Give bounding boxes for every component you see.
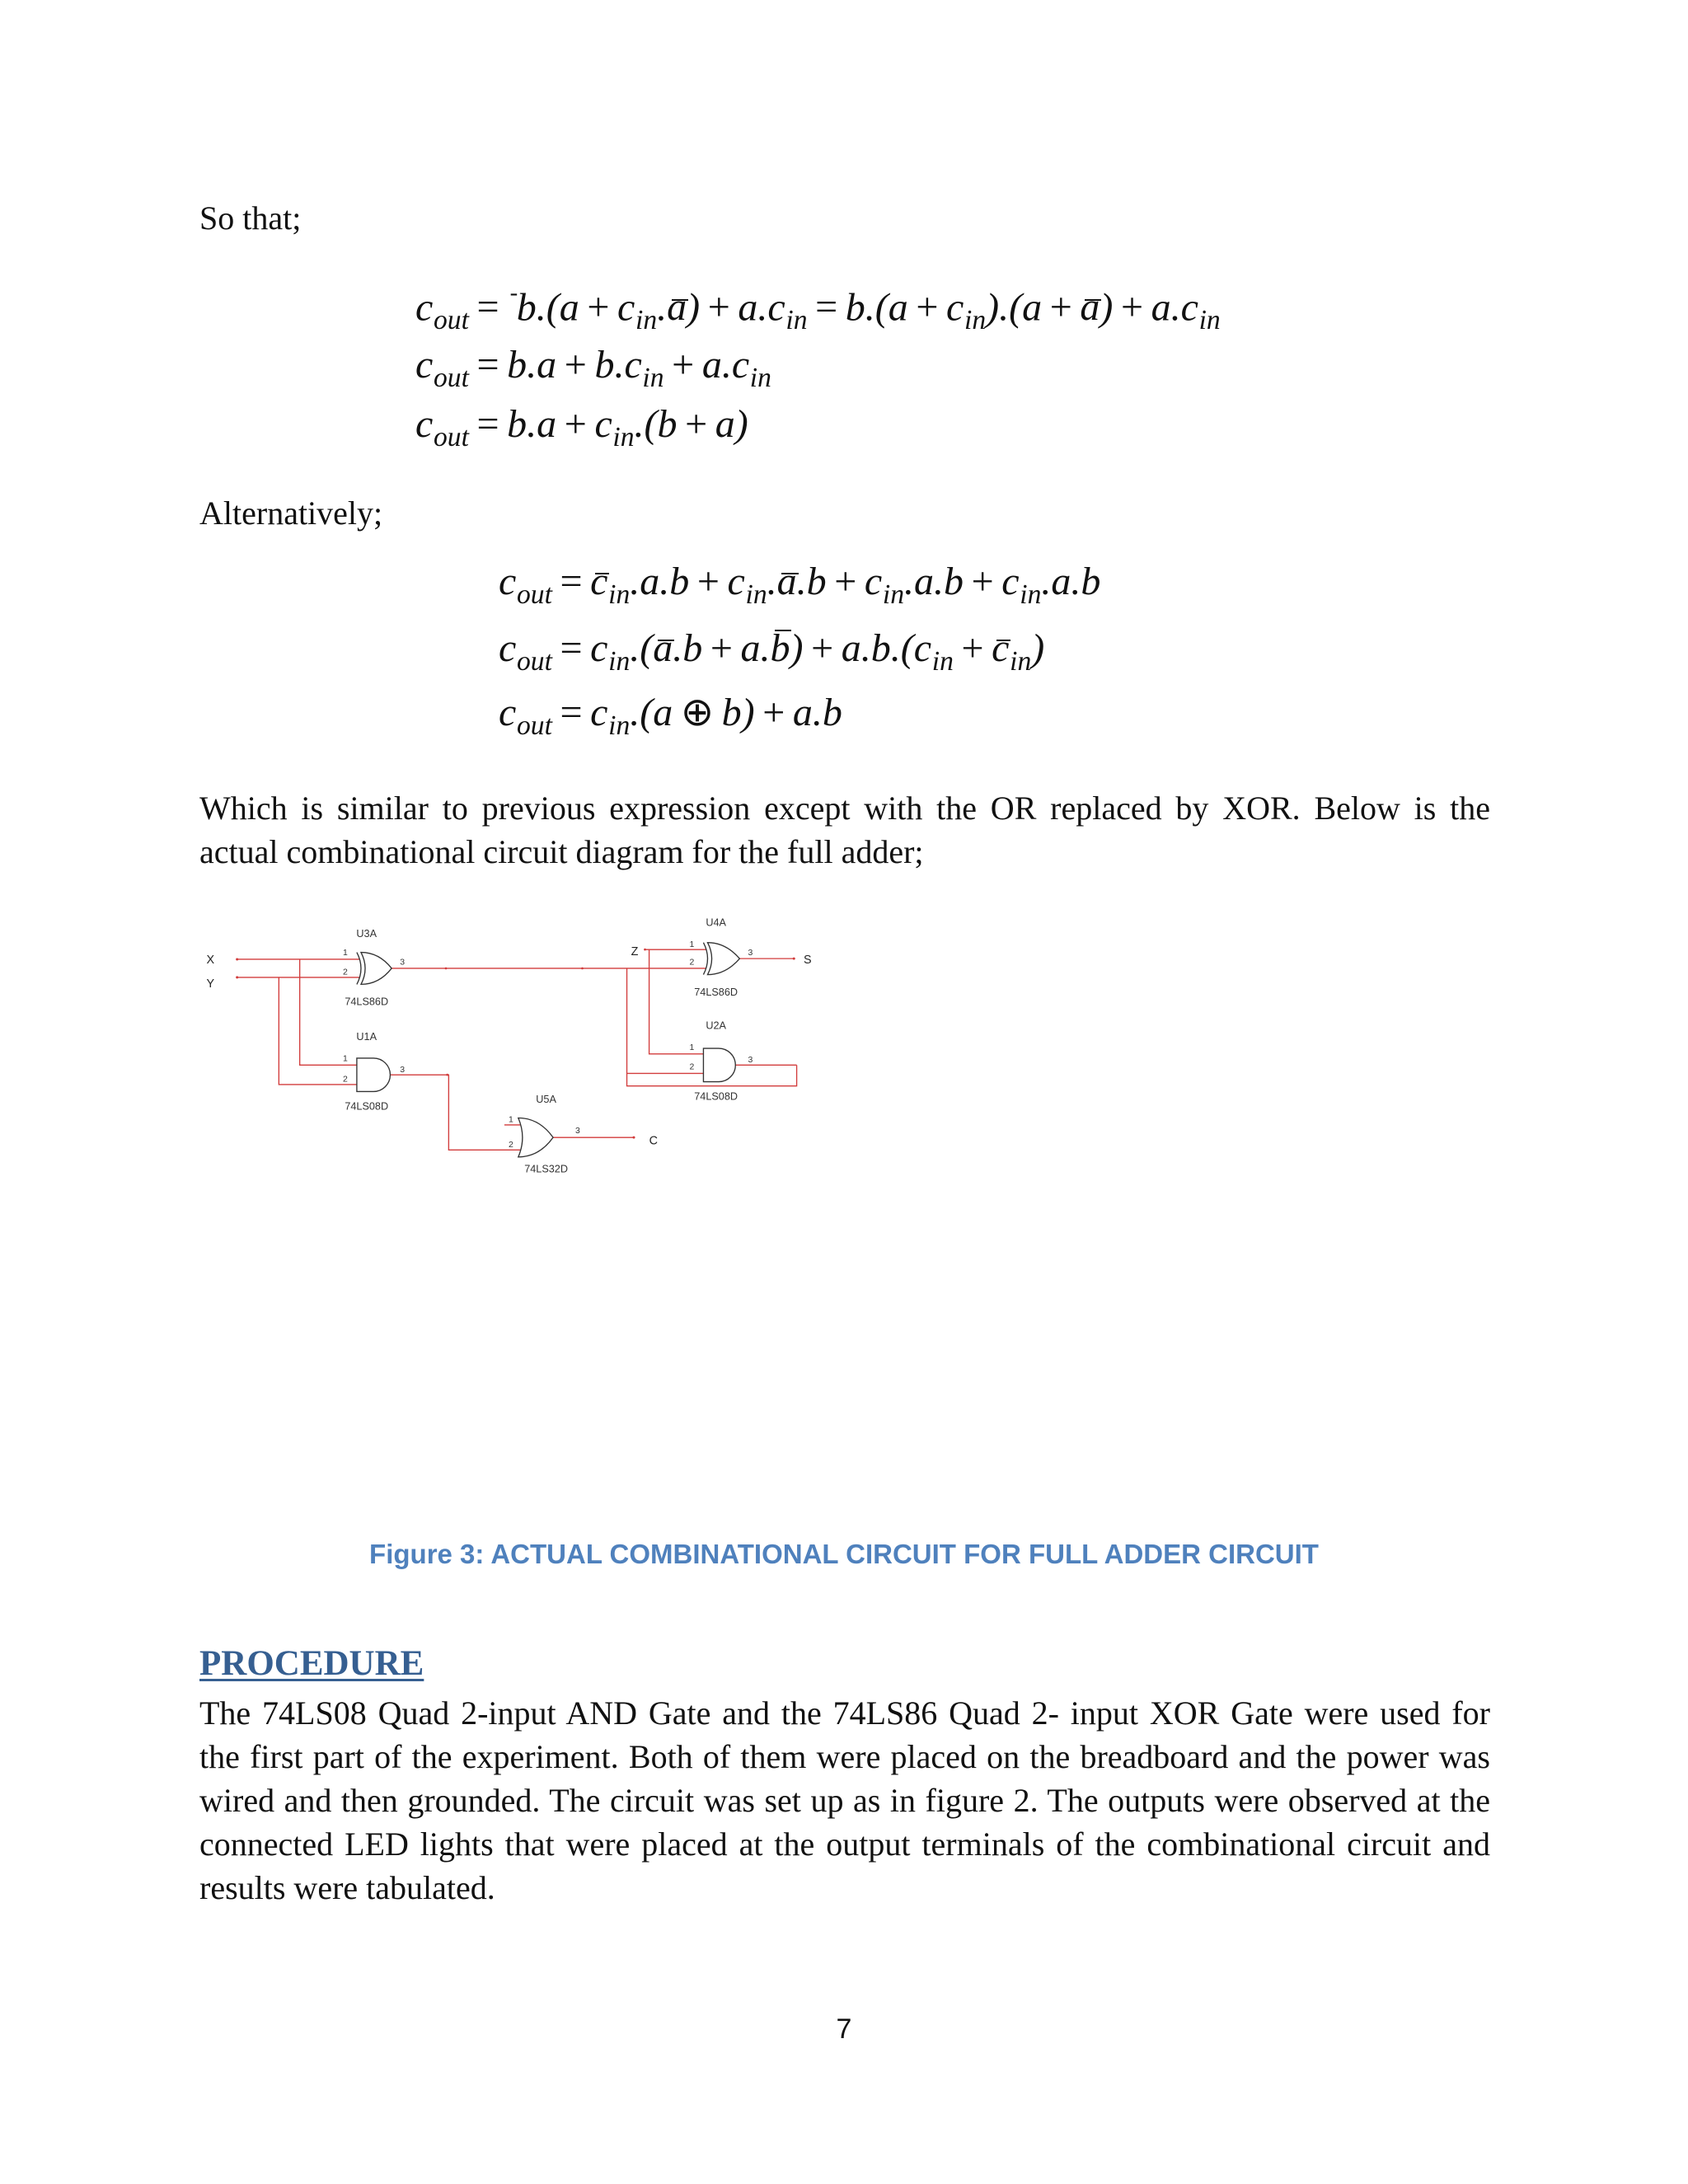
gate-ref-label: U4A xyxy=(706,916,726,929)
output-label-c: C xyxy=(649,1134,658,1148)
equation-operator: + xyxy=(916,285,939,330)
equation-operator: + xyxy=(707,285,730,330)
pin-number-label: 3 xyxy=(575,1127,580,1137)
equation-operator: + xyxy=(1120,285,1144,330)
equation-operator: = xyxy=(476,402,499,446)
equation-subscript: in xyxy=(608,645,631,677)
equation-term: c xyxy=(594,402,612,446)
full-adder-circuit-diagram xyxy=(195,905,822,1183)
input-label-x: X xyxy=(206,954,215,968)
equation-subscript: out xyxy=(433,362,469,393)
equation-overbar-term: c xyxy=(590,557,607,607)
part-number-label: 74LS86D xyxy=(694,986,738,998)
terminal-dot xyxy=(236,958,238,960)
equation-overbar-term: c xyxy=(992,624,1009,673)
equation-operator: + xyxy=(1049,285,1072,330)
equation-term: b.(a xyxy=(516,285,579,330)
equation-subscript: in xyxy=(608,579,631,610)
equation-subscript: in xyxy=(635,305,658,336)
paragraph-line: wired and then grounded. The circuit was set up as in figure 2. The outputs were observed at the xyxy=(199,1782,1490,1819)
equation-term: b.(a xyxy=(845,285,908,330)
equation-operator: = xyxy=(815,285,838,330)
and-gate-u1a xyxy=(357,1058,391,1092)
equation-term: b.a xyxy=(507,343,557,387)
xor-gate-u3a xyxy=(357,953,392,985)
xor-gate-u4a xyxy=(703,943,739,975)
equation-subscript: in xyxy=(931,645,954,677)
paragraph-line: results were tabulated. xyxy=(199,1869,495,1906)
paragraph-line: Which is similar to previous expression except with the OR replaced by XOR. Below is the xyxy=(199,790,1490,827)
pin-number-label: 2 xyxy=(689,958,695,968)
pin-number-label: 3 xyxy=(748,948,753,958)
equation-subscript: in xyxy=(785,305,808,336)
equation-subscript: out xyxy=(516,579,552,610)
equation-operator: + xyxy=(811,626,834,670)
terminal-dot xyxy=(793,958,795,960)
pin-number-label: 1 xyxy=(689,940,695,949)
equation-operator: + xyxy=(685,402,708,446)
equation-term: ) xyxy=(687,285,701,330)
equation-operator: = xyxy=(560,560,583,603)
equation-operator: + xyxy=(564,402,587,446)
equation-superscript: - xyxy=(509,279,518,306)
equation-term: .a.b xyxy=(630,560,690,603)
equation-subscript: in xyxy=(612,421,635,452)
equation-term: c xyxy=(415,402,434,446)
equation-operator: + xyxy=(587,285,610,330)
terminal-dot xyxy=(581,968,584,970)
equation-subscript: in xyxy=(608,710,631,741)
equation-operator: = xyxy=(560,691,583,734)
equation-subscript: in xyxy=(745,579,767,610)
equation-subscript: in xyxy=(1020,579,1042,610)
equation-overbar-term: a xyxy=(777,557,797,607)
equation-line xyxy=(415,268,1221,345)
figure-caption: Figure 3: ACTUAL COMBINATIONAL CIRCUIT FOR FULL ADDER CIRCUIT xyxy=(369,1539,1319,1569)
equation-overbar-term: a xyxy=(667,283,687,332)
equation-operator: + xyxy=(762,691,785,734)
page-number: 7 xyxy=(836,2013,852,2045)
equation-term: c xyxy=(590,691,608,734)
input-label-y: Y xyxy=(206,977,215,991)
equation-operator: + xyxy=(696,560,720,603)
terminal-dot xyxy=(446,1074,448,1076)
equation-term: b.c xyxy=(594,343,642,387)
equation-term: c xyxy=(499,560,517,603)
lead-in-so-that: So that; xyxy=(199,199,302,237)
equation-subscript: out xyxy=(433,305,469,336)
part-number-label: 74LS86D xyxy=(345,996,389,1008)
terminal-dot xyxy=(445,968,448,970)
wire-x-to-u1a xyxy=(300,959,360,1065)
equation-term: c xyxy=(727,560,745,603)
procedure-paragraph xyxy=(199,1691,1490,1910)
input-label-z: Z xyxy=(631,944,639,958)
equation-term: a.c xyxy=(738,285,785,330)
equation-term: a) xyxy=(715,402,748,446)
pin-number-label: 2 xyxy=(689,1062,695,1072)
equation-term: a.b xyxy=(792,691,842,734)
equation-term: .( xyxy=(630,626,654,670)
equation-subscript: in xyxy=(1198,305,1221,336)
equation-term: a.c xyxy=(1151,285,1198,330)
gate-ref-label: U2A xyxy=(706,1019,726,1032)
equation-term: .(b xyxy=(634,402,678,446)
wire-y-to-u1a xyxy=(279,977,359,1085)
equation-term: c xyxy=(415,285,434,330)
paragraph-line: The 74LS08 Quad 2-input AND Gate and the 74LS86 Quad 2- input XOR Gate were used for xyxy=(199,1694,1490,1732)
equation-term: .a.b xyxy=(904,560,964,603)
paragraph-line: the first part of the experiment. Both of them were placed on the breadboard and the power was xyxy=(199,1738,1490,1775)
gate-ref-label: U1A xyxy=(356,1030,377,1043)
equation-term: . xyxy=(767,560,777,603)
equation-subscript: out xyxy=(433,421,469,452)
and-gate-u2a xyxy=(703,1048,735,1082)
equation-line xyxy=(499,557,1100,620)
lead-in-alternatively: Alternatively; xyxy=(199,494,383,532)
equation-subscript: in xyxy=(964,305,987,336)
paragraph-line: actual combinational circuit diagram for the full adder; xyxy=(199,833,924,870)
or-gate-u5a xyxy=(518,1118,553,1157)
equation-term: .b xyxy=(673,626,703,670)
equation-term: c xyxy=(946,285,964,330)
pin-number-label: 1 xyxy=(343,1054,348,1064)
part-number-label: 74LS32D xyxy=(524,1163,568,1175)
pin-number-label: 2 xyxy=(343,968,348,977)
gate-ref-label: U3A xyxy=(356,927,377,940)
equation-term: c xyxy=(1001,560,1020,603)
equation-term: ) xyxy=(1100,285,1114,330)
equation-operator: = xyxy=(476,343,499,387)
equation-term: c xyxy=(590,626,608,670)
equation-term: c xyxy=(499,626,517,670)
equation-term: b) xyxy=(721,691,755,734)
equation-term: a.c xyxy=(701,343,750,387)
equation-overbar-term: a xyxy=(1080,283,1100,332)
equation-subscript: in xyxy=(1010,645,1032,677)
equation-operator: + xyxy=(672,343,695,387)
wire-z-to-u2a xyxy=(649,949,706,1054)
equation-line xyxy=(499,688,842,751)
terminal-dot xyxy=(236,976,238,978)
equation-operator: = xyxy=(560,626,583,670)
intro-paragraph xyxy=(199,786,1490,874)
equation-subscript: in xyxy=(749,362,771,393)
equation-operator: + xyxy=(971,560,994,603)
equation-term: a. xyxy=(740,626,771,670)
equation-operator: = xyxy=(476,285,499,330)
pin-number-label: 1 xyxy=(689,1043,695,1052)
equation-term: ) xyxy=(790,626,804,670)
equation-term: .a.b xyxy=(1041,560,1101,603)
terminal-dot xyxy=(632,1137,635,1139)
equation-term: c xyxy=(499,691,517,734)
equation-operator: + xyxy=(961,626,984,670)
equation-overbar-term: a xyxy=(653,624,673,673)
equation-term: ).(a xyxy=(986,285,1043,330)
pin-number-label: 2 xyxy=(343,1075,348,1085)
equation-operator: + xyxy=(834,560,857,603)
pin-number-label: 3 xyxy=(400,1065,406,1075)
equation-operator: ⊕ xyxy=(680,691,715,734)
pin-number-label: 2 xyxy=(509,1140,513,1150)
equation-term: c xyxy=(415,343,434,387)
equation-term: . xyxy=(657,285,668,330)
part-number-label: 74LS08D xyxy=(694,1090,738,1103)
equation-operator: + xyxy=(710,626,733,670)
equation-subscript: in xyxy=(882,579,905,610)
paragraph-line: connected LED lights that were placed at the output terminals of the combinational circuit and xyxy=(199,1825,1490,1863)
equation-line xyxy=(415,340,771,403)
part-number-label: 74LS08D xyxy=(345,1100,389,1113)
terminal-dot xyxy=(644,949,646,951)
equation-line xyxy=(415,400,748,462)
gate-ref-label: U5A xyxy=(536,1093,556,1105)
equation-subscript: in xyxy=(642,362,664,393)
equation-subscript: out xyxy=(516,710,552,741)
equation-term: .(a xyxy=(630,691,673,734)
pin-number-label: 1 xyxy=(343,948,348,958)
wire-u1a-out-to-u5a xyxy=(390,1075,521,1150)
equation-term: a.b.(c xyxy=(841,626,932,670)
equation-term: ) xyxy=(1031,626,1045,670)
equation-term: .b xyxy=(796,560,827,603)
pin-number-label: 3 xyxy=(748,1055,753,1065)
equation-line xyxy=(499,624,1044,687)
equation-term: c xyxy=(617,285,635,330)
pin-number-label: 3 xyxy=(400,958,406,968)
equation-term: b.a xyxy=(507,402,557,446)
equation-subscript: out xyxy=(516,645,552,677)
equation-overbar-term: b xyxy=(771,624,790,673)
equation-term: c xyxy=(864,560,883,603)
procedure-heading: PROCEDURE xyxy=(199,1644,424,1683)
pin-number-label: 1 xyxy=(509,1115,513,1125)
gates xyxy=(357,943,739,1157)
output-label-s: S xyxy=(804,954,812,968)
equation-operator: + xyxy=(564,343,587,387)
